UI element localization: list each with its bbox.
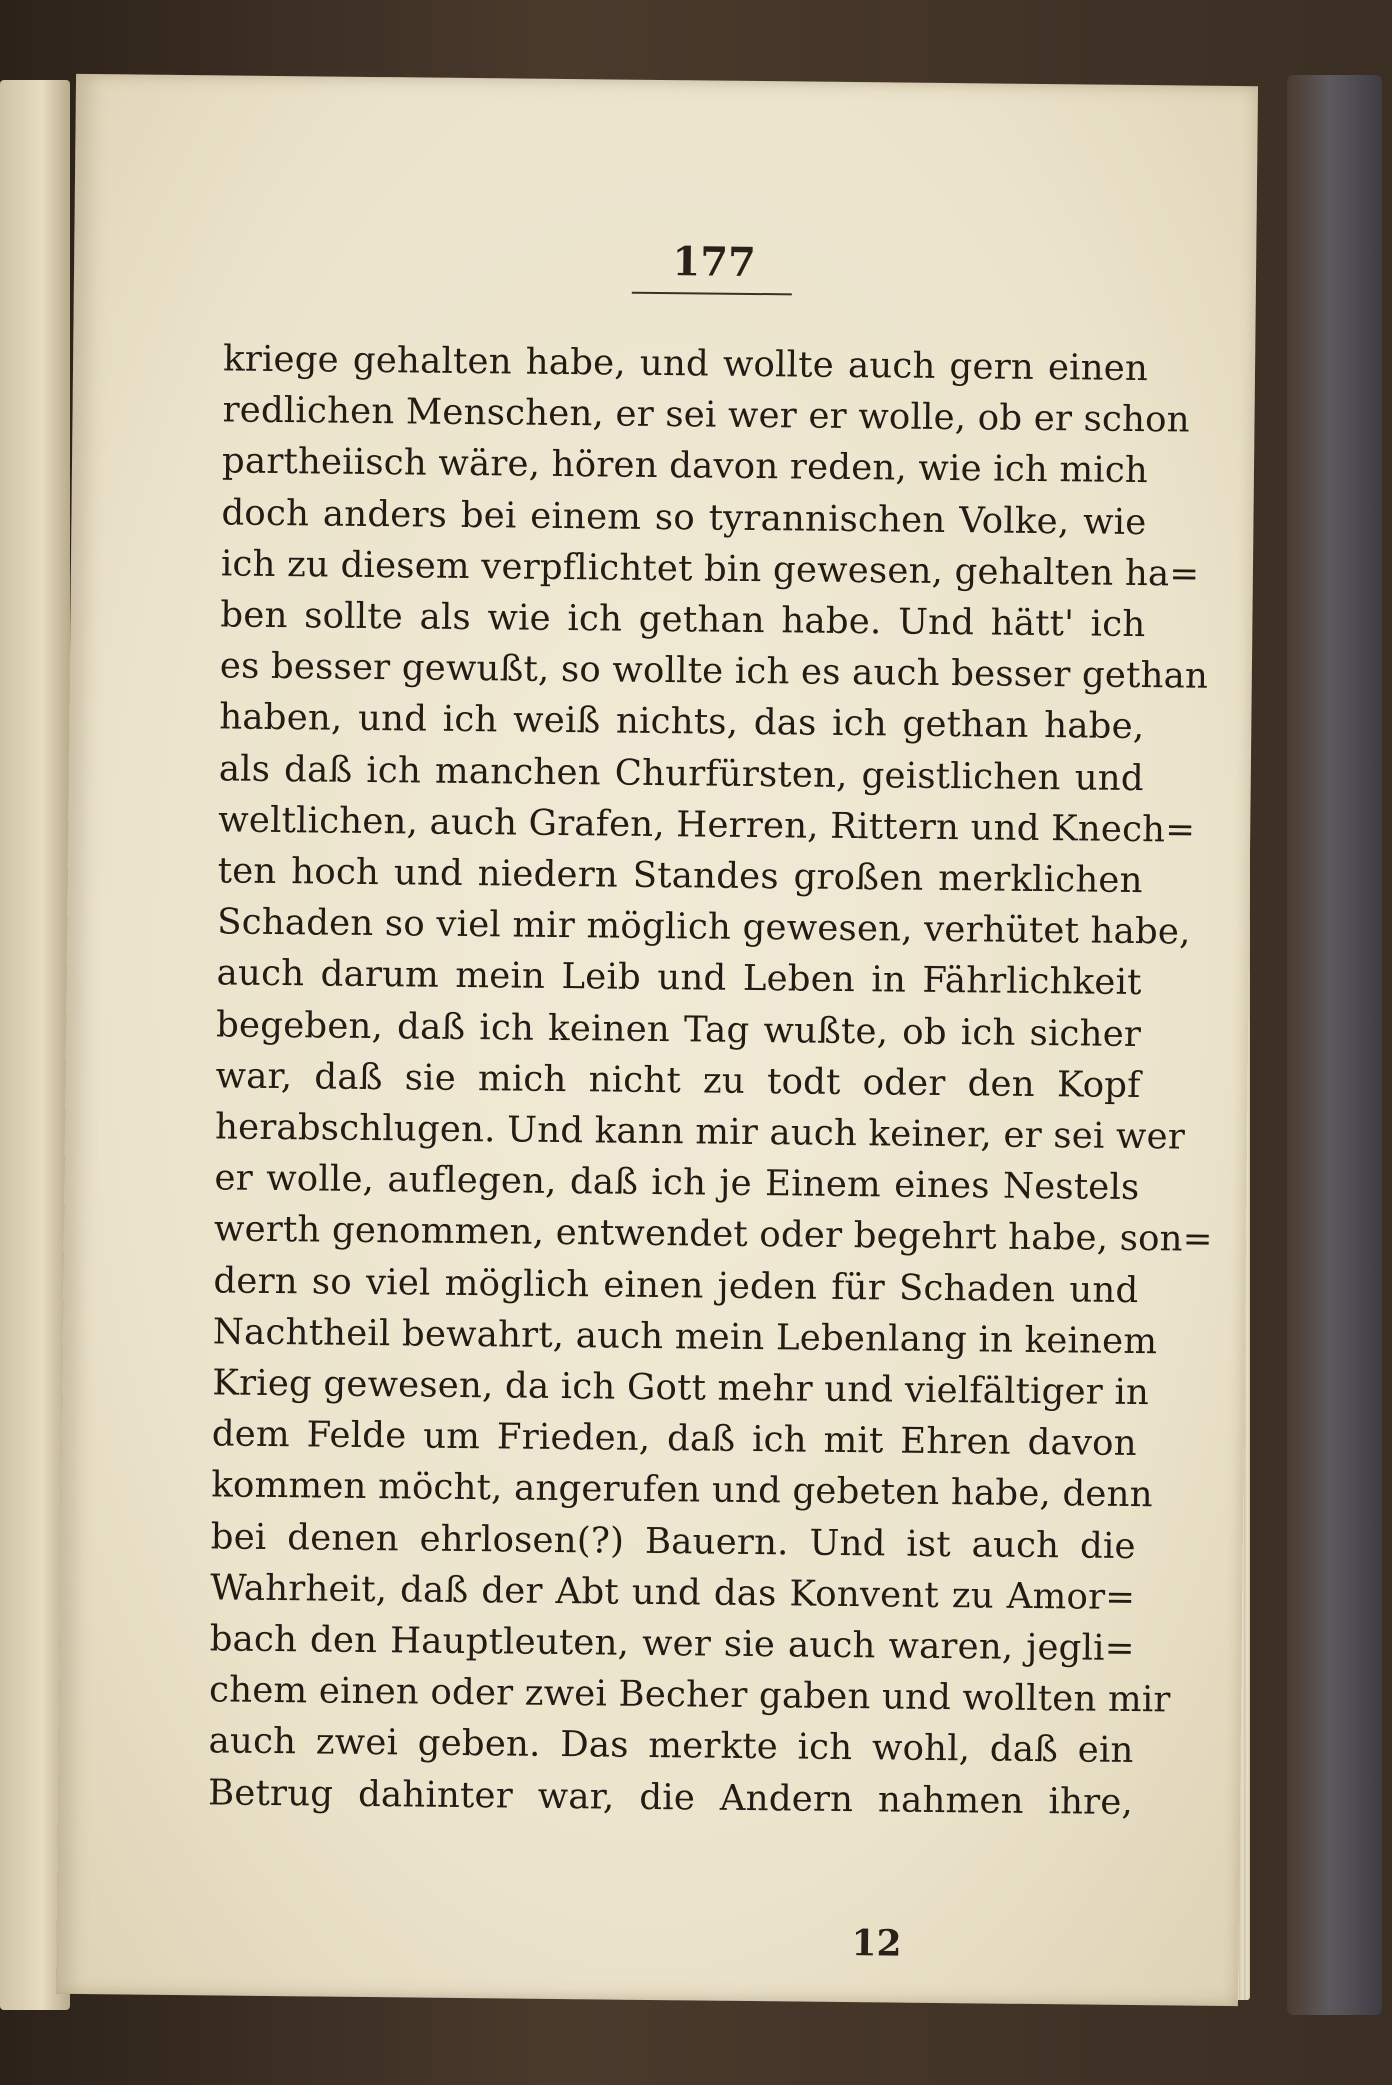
text-line: begeben, daß ich keinen Tag wußte, ob ich sicher — [215, 1004, 1142, 1055]
text-line: haben, und ich weiß nichts, das ich gethan habe, — [219, 696, 1145, 748]
text-line: Schaden so viel mir möglich gewesen, verhütet habe, — [216, 901, 1191, 953]
book-page — [56, 74, 1258, 2006]
text-line: Betrug dahinter war, die Andern nahmen ihre, — [207, 1772, 1134, 1823]
text-line: ben sollte als wie ich gethan habe. Und hätt' ich — [220, 594, 1146, 646]
text-line: dem Felde um Frieden, daß ich mit Ehren davon — [211, 1413, 1138, 1465]
text-line: ten hoch und niedern Standes großen merklichen — [217, 850, 1143, 902]
text-line: Nachtheil bewahrt, auch mein Lebenlang in keinem — [212, 1311, 1158, 1363]
text-line: es besser gewußt, so wollte ich es auch besser gethan — [219, 645, 1209, 697]
header-rule — [632, 292, 792, 296]
text-line: werth genommen, entwendet oder begehrt habe, son= — [213, 1208, 1213, 1261]
text-line: er wolle, auflegen, daß ich je Einem eines Nestels — [214, 1157, 1140, 1209]
text-line: partheiisch wäre, hören davon reden, wie ich mich — [221, 440, 1149, 492]
text-line: weltlichen, auch Grafen, Herren, Rittern und Knech= — [218, 799, 1196, 851]
text-line: chem einen oder zwei Becher gaben und wollten mir — [208, 1669, 1171, 1721]
text-line: auch darum mein Leib und Leben in Fährlichkeit — [216, 952, 1142, 1004]
signature-mark: 12 — [851, 1922, 902, 1965]
text-line: war, daß sie mich nicht zu todt oder den Kopf — [215, 1055, 1141, 1106]
text-line: kommen möcht, angerufen und gebeten habe, denn — [211, 1464, 1153, 1516]
text-line: als daß ich manchen Churfürsten, geistlichen und — [218, 748, 1144, 799]
text-line: auch zwei geben. Das merkte ich wohl, daß ein — [208, 1720, 1134, 1772]
body-text — [207, 333, 1213, 1827]
page-number: 177 — [672, 238, 757, 286]
text-line: bach den Hauptleuten, wer sie auch waren, jegli= — [209, 1618, 1135, 1670]
text-line: Krieg gewesen, da ich Gott mehr und vielfältiger in — [212, 1362, 1150, 1414]
text-line: bei denen ehrlosen(?) Bauern. Und ist auch die — [210, 1516, 1136, 1567]
text-line: dern so viel möglich einen jeden für Schaden und — [213, 1260, 1139, 1311]
book-cover-edge — [1287, 75, 1382, 2015]
text-line: ich zu diesem verpflichtet bin gewesen, gehalten ha= — [220, 543, 1200, 595]
text-line: kriege gehalten habe, und wollte auch gern einen — [222, 338, 1149, 390]
text-line: Wahrheit, daß der Abt und das Konvent zu Amor= — [210, 1567, 1136, 1618]
text-line: doch anders bei einem so tyrannischen Volke, wie — [221, 492, 1147, 543]
text-line: redlichen Menschen, er sei wer er wolle, ob er schon — [222, 389, 1191, 441]
text-line: herabschlugen. Und kann mir auch keiner, er sei wer — [214, 1106, 1186, 1158]
